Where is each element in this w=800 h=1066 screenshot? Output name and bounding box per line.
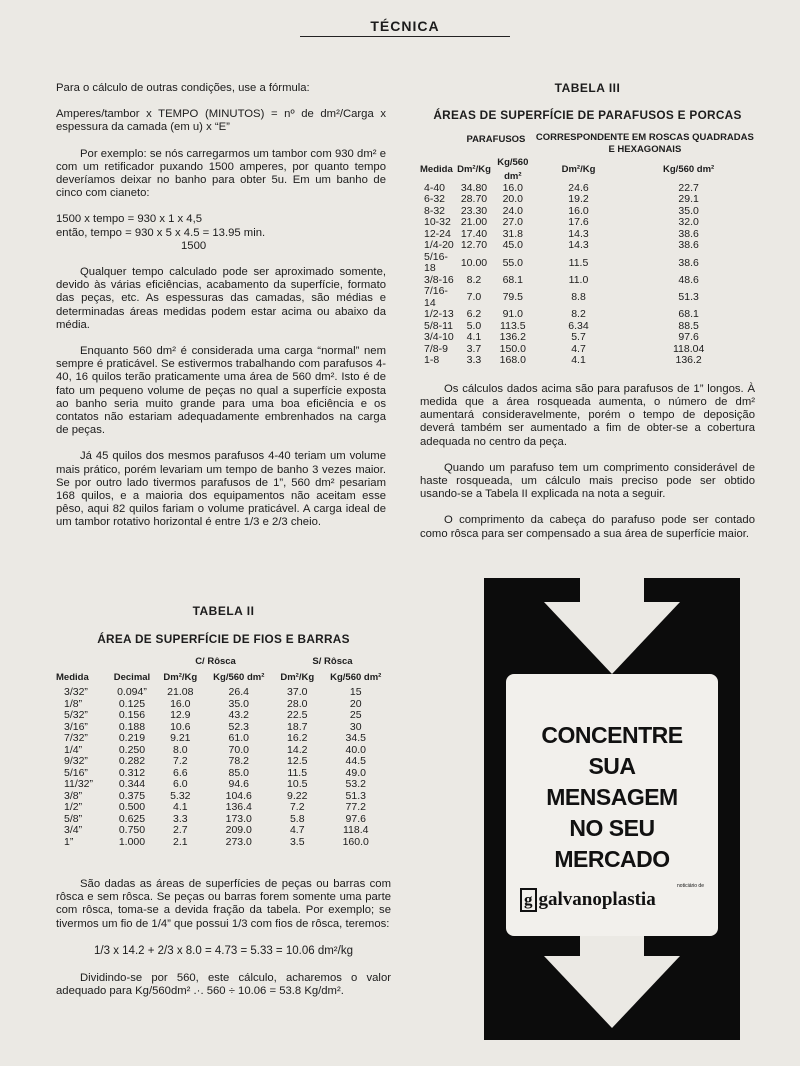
table-cell: 11.0	[568, 273, 589, 286]
table-cell: 51.3	[678, 291, 699, 304]
equation: 1/3 x 14.2 + 2/3 x 8.0 = 4.73 = 5.33 = 10.06 dm²/kg	[94, 944, 353, 957]
table-cell: 3.3	[466, 354, 482, 367]
table-cell: 136.4	[225, 801, 252, 813]
table-cell: 14.2	[287, 743, 308, 756]
table2-header: Dm²/Kg	[280, 671, 315, 683]
table-row	[56, 756, 391, 768]
table-cell: 49.0	[345, 766, 366, 779]
table-cell: 9.21	[170, 732, 191, 744]
table-cell: 209.0	[225, 824, 252, 836]
table-cell: 88.5	[678, 319, 699, 332]
table-cell: 4.7	[289, 824, 305, 836]
table-cell: 0.219	[118, 732, 146, 744]
table-cell: 12.70	[460, 239, 488, 252]
table-cell: 2.7	[172, 824, 188, 836]
table-cell: 26.4	[228, 686, 249, 698]
paragraph: Dividindo-se por 560, este cálculo, acharemos o valor adequado para Kg/560dm² .·. 560 ÷ 10.06 = 53.8 Kg/dm².	[56, 972, 391, 998]
table-cell: 35.0	[678, 204, 699, 217]
table2-header: Dm²/Kg	[163, 671, 198, 683]
table-cell: 6.34	[568, 319, 589, 332]
table2-header: Kg/560 dm²	[213, 671, 265, 683]
table-cell: 97.6	[345, 812, 366, 825]
logo-mark: g	[520, 888, 537, 912]
table-cell: 136.2	[675, 354, 702, 367]
table-cell: 160.0	[342, 835, 369, 848]
table-cell: 6.0	[172, 778, 188, 790]
table-cell: 38.6	[678, 256, 699, 269]
logo-text: galvanoplastia	[538, 889, 656, 910]
paragraph: Para o cálculo de outras condições, use a fórmula:	[56, 82, 310, 94]
arrow-down-icon	[580, 936, 644, 958]
table-cell: 79.5	[502, 291, 524, 304]
table-cell: 12-24	[424, 227, 451, 240]
table-row	[56, 699, 391, 711]
ad-line: NO SEU	[569, 815, 655, 841]
table-cell: 8-32	[424, 204, 446, 217]
table-cell: 6-32	[424, 193, 446, 206]
table-row	[56, 733, 391, 745]
arrow-down-icon	[580, 578, 644, 604]
table-cell: 5.8	[289, 812, 305, 825]
arrow-down-icon	[544, 956, 680, 1028]
table-row	[420, 240, 755, 252]
table-cell: 24.6	[568, 181, 589, 194]
table-cell: 5/16-18	[424, 250, 448, 275]
table-cell: 1-8	[424, 354, 440, 367]
table-cell: 10.6	[170, 720, 191, 733]
table-cell: 5.32	[170, 789, 191, 802]
table3-header: Dm²/Kg	[561, 164, 596, 175]
table-cell: 0.500	[118, 801, 146, 813]
table-cell: 10.5	[287, 778, 308, 790]
table-cell: 3/16”	[64, 720, 88, 733]
table-cell: 0.750	[118, 824, 146, 836]
table-cell: 24.0	[502, 204, 524, 217]
table-cell: 2.1	[172, 835, 188, 848]
table3-group-roscas: CORRESPONDENTE EM ROSCAS QUADRADAS E HEXAGONAIS	[535, 132, 754, 156]
table-cell: 34.5	[345, 732, 366, 744]
table-cell: 45.0	[502, 239, 524, 252]
table-cell: 0.344	[118, 778, 146, 790]
table-row	[56, 745, 391, 757]
table-cell: 11.5	[287, 766, 308, 779]
ad-line: MENSAGEM	[546, 784, 678, 810]
table-row	[56, 710, 391, 722]
ad-panel	[506, 674, 718, 936]
table-cell: 18.7	[287, 720, 308, 733]
table2-notes	[56, 878, 391, 1010]
table-cell: 113.5	[500, 319, 526, 332]
ad-line: SUA	[588, 753, 636, 779]
table-cell: 8.8	[571, 291, 586, 304]
table-row	[56, 722, 391, 734]
table-cell: 38.6	[678, 227, 699, 240]
table3-header: Kg/560 dm²	[497, 157, 529, 182]
table-cell: 14.3	[568, 239, 589, 252]
table-row	[56, 779, 391, 791]
table-cell: 14.3	[568, 227, 589, 240]
table-cell: 38.6	[678, 239, 699, 252]
table-cell: 53.2	[345, 778, 366, 790]
paragraph: Por exemplo: se nós carregarmos um tambor com 930 dm² e com um retificador puxando 1500 amperes, por quanto tempo deveríamos deixar no banho para obter 5u. Em um banho de cinco com cianeto:	[56, 147, 386, 200]
table3-header: Medida	[420, 164, 453, 175]
table-cell: 37.0	[287, 686, 308, 698]
table-cell: 21.00	[460, 216, 488, 229]
table-cell: 12.9	[170, 709, 191, 721]
table-cell: 273.0	[225, 835, 252, 848]
table-cell: 22.5	[287, 709, 308, 721]
table-cell: 11.5	[568, 256, 589, 269]
table-cell: 70.0	[228, 743, 249, 756]
table-cell: 118.04	[672, 342, 705, 355]
table-cell: 17.6	[568, 216, 589, 229]
paragraph: Já 45 quilos dos mesmos parafusos 4-40 teriam um volume mais prático, porém levariam um tempo de banho 3 vezes maior. Se por outro lado tivermos parafusos de 1”, 560 dm² pesariam 168 quilos, e a maioria dos equipamentos não aceitam esse pêso, aqui 82 quilos fariam o volume praticável. A carga ideal de um tambor rotativo horizontal é entre 1/3 e 2/3 cheio.	[56, 450, 386, 529]
table-cell: 28.70	[460, 193, 488, 206]
table-cell: 8.2	[571, 308, 586, 321]
table-cell: 5.0	[466, 319, 482, 332]
table-cell: 7.2	[289, 801, 305, 813]
table-cell: 30	[349, 720, 362, 733]
table-cell: 5/8”	[64, 812, 83, 825]
table-row	[420, 275, 755, 287]
right-column	[420, 82, 755, 554]
table-row	[56, 814, 391, 826]
table-row	[420, 355, 755, 367]
table-cell: 78.2	[228, 755, 249, 767]
table-cell: 1/2-13	[424, 308, 454, 321]
table-cell: 0.312	[118, 766, 146, 779]
table-cell: 9.22	[287, 789, 308, 802]
formula-denominator: 1500	[181, 239, 207, 252]
table-cell: 68.1	[502, 273, 524, 286]
table-row	[56, 687, 391, 699]
table-cell: 4-40	[424, 181, 446, 194]
table3-title: TABELA III	[554, 81, 621, 95]
table-row	[56, 825, 391, 837]
table2-group-com-rosca: C/ Rôsca	[195, 656, 236, 667]
table-cell: 16.0	[568, 204, 589, 217]
table-cell: 0.250	[118, 743, 146, 756]
table-cell: 3/8-16	[424, 273, 454, 286]
table-cell: 11/32”	[64, 778, 93, 790]
galvanoplastia-logo	[520, 883, 710, 912]
table-cell: 1/2”	[64, 801, 83, 813]
table-cell: 20.0	[502, 193, 524, 206]
formula-line: 1500 x tempo = 930 x 1 x 4,5	[56, 213, 203, 226]
table-cell: 150.0	[499, 342, 526, 355]
table-cell: 5/8-11	[424, 319, 453, 332]
table-row	[56, 768, 391, 780]
table-cell: 7/16-14	[424, 285, 448, 309]
table-cell: 34.80	[460, 181, 488, 194]
table-cell: 15	[349, 686, 362, 698]
table-cell: 168.0	[499, 354, 526, 367]
table-cell: 3.5	[289, 835, 305, 848]
table-cell: 0.282	[118, 755, 146, 767]
table-cell: 23.30	[460, 204, 488, 217]
table-cell: 173.0	[225, 812, 252, 825]
ad-line: MERCADO	[554, 846, 670, 872]
paragraph: Enquanto 560 dm² é considerada uma carga “normal” nem sempre é praticável. Se estivermos trabalhando com parafusos 4-40, 16 quilos terão praticamente uma área de 560 dm². Isto é de fato um pequeno volume de peças no qual a superfície exposta ao banho seria muito grande para uma boa eficiência e os contatos não estariam adequadamente embrenhados na carga de peças.	[56, 345, 386, 437]
table-cell: 7.0	[466, 291, 482, 304]
table-cell: 68.1	[678, 308, 699, 321]
table3-header: Dm²/Kg	[457, 164, 491, 175]
table-cell: 0.156	[118, 709, 146, 721]
table-cell: 7/32”	[64, 732, 88, 744]
table-cell: 6.2	[466, 308, 482, 321]
table2-header: Decimal	[113, 671, 151, 683]
table-cell: 5.7	[571, 331, 586, 344]
table3-group-parafusos: PARAFUSOS	[466, 134, 526, 146]
table-cell: 3/4-10	[424, 331, 454, 344]
table-cell: 8.2	[466, 273, 482, 286]
table2-group-sem-rosca: S/ Rôsca	[312, 656, 353, 667]
logo-small-text: noticiário de	[677, 883, 704, 889]
table-cell: 1.000	[118, 835, 146, 848]
table-cell: 16.2	[287, 732, 308, 744]
table3-header: Kg/560 dm²	[663, 164, 715, 175]
table-row	[420, 252, 755, 275]
table-cell: 51.3	[345, 789, 366, 802]
table-cell: 3/8”	[64, 789, 83, 802]
table-cell: 31.8	[502, 227, 524, 240]
table-cell: 29.1	[678, 193, 699, 206]
table-cell: 17.40	[460, 227, 488, 240]
table2	[56, 656, 391, 848]
table-cell: 48.6	[678, 273, 699, 286]
table-cell: 4.1	[172, 801, 188, 813]
table-cell: 3/4”	[64, 824, 83, 836]
table3	[420, 132, 755, 366]
table-cell: 27.0	[502, 216, 524, 229]
arrow-down-icon	[544, 602, 680, 674]
table-cell: 91.0	[502, 308, 524, 321]
table-cell: 118.4	[342, 824, 369, 836]
table-cell: 6.6	[172, 766, 188, 779]
paragraph: Os cálculos dados acima são para parafusos de 1” longos. À medida que a área rosqueada aumenta, o número de dm² aumentará consideravelmente, porém o tempo de deposição deverá também ser aumentado a fim de obter-se a cobertura adequada no centro da peça.	[420, 382, 755, 448]
table-cell: 21.08	[167, 686, 194, 698]
section-header: TÉCNICA	[300, 18, 510, 37]
table-cell: 3/32”	[64, 686, 88, 698]
table-cell: 22.7	[678, 181, 699, 194]
table-cell: 1/4”	[64, 743, 83, 756]
table2-header: Medida	[56, 671, 89, 683]
table-cell: 40.0	[345, 743, 366, 756]
table-cell: 97.6	[678, 331, 699, 344]
table-cell: 55.0	[502, 256, 524, 269]
table-cell: 0.375	[118, 789, 146, 802]
table-cell: 4.7	[571, 342, 586, 355]
table-cell: 9/32”	[64, 755, 88, 767]
ad-slogan	[506, 720, 718, 875]
paragraph: Qualquer tempo calculado pode ser aproximado somente, devido às várias eficiências, acabamento da superfície, formato das peças, etc. As espessuras das camadas, são médias e determinadas áreas medidas podem estar acima ou abaixo da média.	[56, 266, 386, 331]
table3-subtitle: ÁREAS DE SUPERFÍCIE DE PARAFUSOS E PORCAS	[433, 108, 742, 123]
table-cell: 10.00	[460, 256, 488, 269]
table-cell: 77.2	[345, 801, 366, 813]
table-cell: 32.0	[678, 216, 699, 229]
table-cell: 7.2	[172, 755, 188, 767]
table-cell: 25	[349, 709, 362, 721]
table-cell: 1”	[64, 835, 74, 848]
table-cell: 61.0	[228, 732, 249, 744]
table2-section	[56, 604, 391, 848]
table-cell: 8.0	[172, 743, 188, 756]
formula-block	[56, 213, 386, 253]
table-cell: 44.5	[345, 755, 366, 767]
table-cell: 3.3	[172, 812, 188, 825]
table-cell: 136.2	[499, 331, 526, 344]
table-cell: 43.2	[228, 709, 249, 721]
table-cell: 4.1	[466, 331, 482, 344]
table-row	[56, 791, 391, 803]
table-cell: 104.6	[225, 789, 252, 802]
paragraph: O comprimento da cabeça do parafuso pode ser contado como rôsca para ser compensado a sua área de superfície maior.	[420, 514, 755, 540]
table-cell: 4.1	[571, 354, 586, 367]
left-column	[56, 82, 386, 543]
formula-paragraph: Amperes/tambor x TEMPO (MINUTOS) = nº de dm²/Carga x espessura da camada (em u) x “E”	[56, 108, 386, 134]
table2-header: Kg/560 dm²	[330, 671, 382, 683]
table-cell: 0.188	[118, 720, 146, 733]
table-cell: 0.094”	[117, 686, 147, 698]
table-cell: 52.3	[228, 720, 249, 733]
table-cell: 1/8”	[64, 697, 83, 710]
paragraph: Quando um parafuso tem um comprimento considerável de haste rosqueada, um cálculo mais preciso pode ser obtido usando-se a Tabela II explicada na nota a seguir.	[420, 461, 755, 501]
table-cell: 7/8-9	[424, 342, 448, 355]
table-cell: 10-32	[424, 216, 451, 229]
table-cell: 20	[349, 697, 362, 710]
table-cell: 28.0	[287, 697, 308, 710]
table-cell: 16.0	[502, 181, 524, 194]
table2-subtitle: ÁREA DE SUPERFÍCIE DE FIOS E BARRAS	[97, 632, 350, 646]
table-cell: 1/4-20	[424, 239, 454, 252]
table-row	[56, 837, 391, 849]
table-cell: 0.625	[118, 812, 146, 825]
table-cell: 19.2	[568, 193, 589, 206]
table-row	[56, 802, 391, 814]
table-cell: 5/32”	[64, 709, 88, 721]
table2-title: TABELA II	[192, 604, 255, 618]
paragraph: São dadas as áreas de superfícies de peças ou barras com rôsca e sem rôsca. Se peças ou barras forem somente uma parte com rôsca, toma-se a devida fração da tabela. Por exemplo; se tivermos um fio de 1/4” que possui 1/3 com fios de rôsca, teremos:	[56, 878, 391, 930]
table-cell: 35.0	[228, 697, 249, 710]
table-cell: 5/16”	[64, 766, 88, 779]
table-cell: 85.0	[228, 766, 249, 779]
table-cell: 16.0	[170, 697, 191, 710]
ad-line: CONCENTRE	[541, 722, 683, 748]
table-cell: 12.5	[287, 755, 308, 767]
table-cell: 0.125	[118, 697, 146, 710]
table-row	[420, 286, 755, 309]
table-cell: 94.6	[228, 778, 249, 790]
table-cell: 3.7	[466, 342, 482, 355]
formula-line: então, tempo = 930 x 5 x 4.5 = 13.95 min.	[56, 226, 266, 239]
advertisement	[484, 578, 740, 1040]
